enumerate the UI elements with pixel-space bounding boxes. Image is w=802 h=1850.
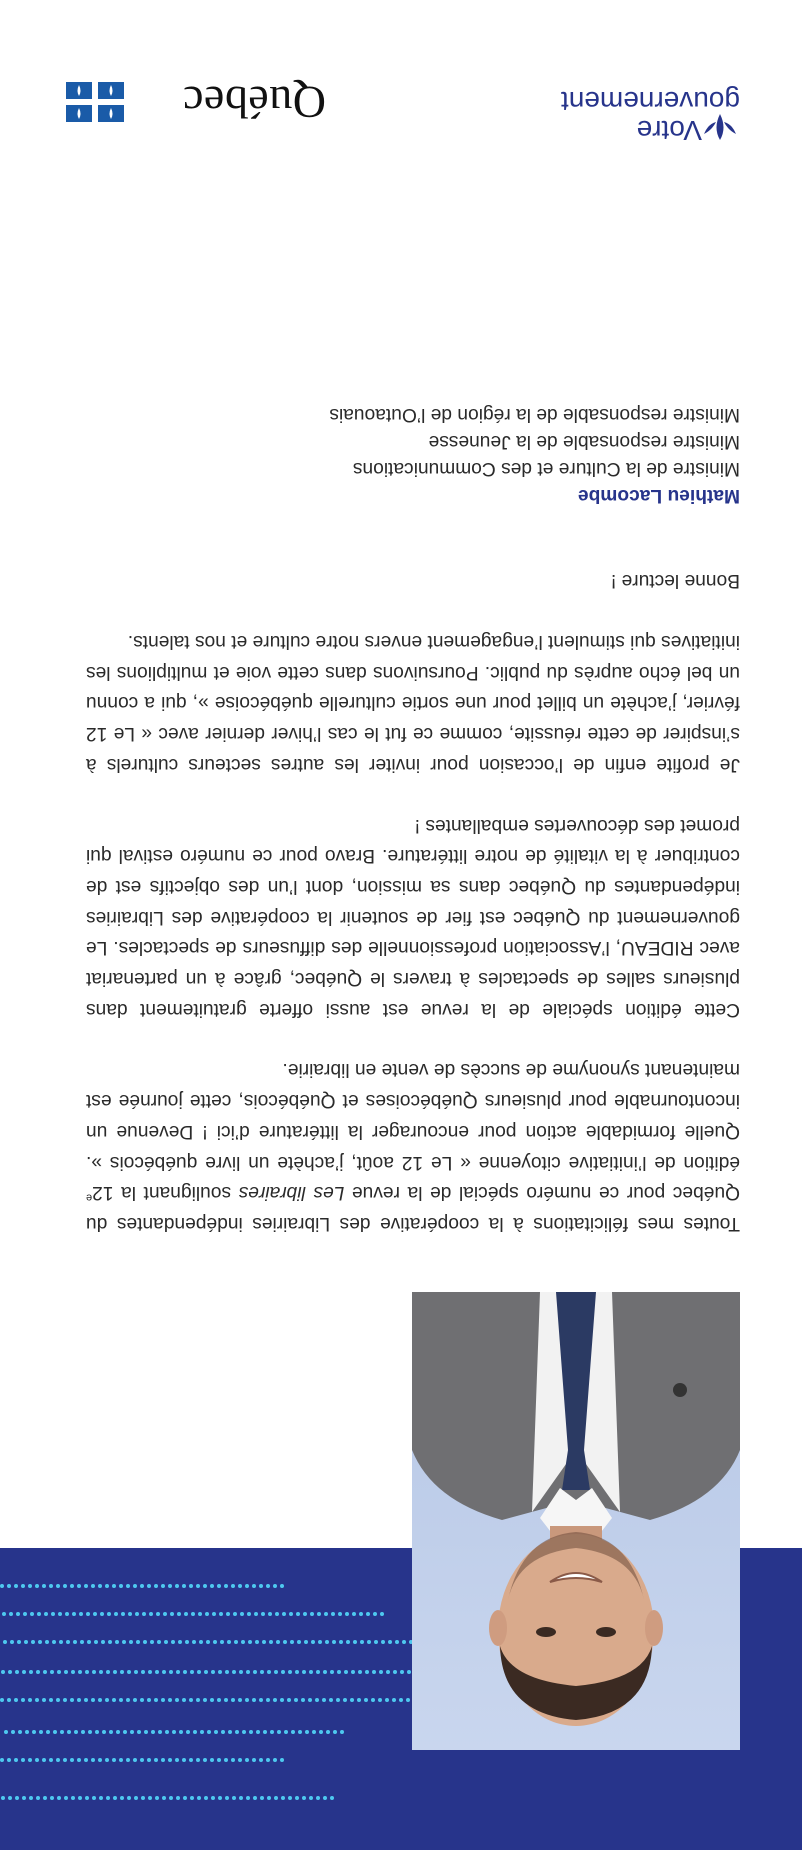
logo-word-gouvernement: gouvernement <box>560 86 740 117</box>
paragraph-2: Cette édition spéciale de la revue est aussi offerte gratuitement dans plusieurs salles de spectacles à travers le Québec, grâce à un partenariat avec RIDEAU, l’Association professionnelle des diffuseurs de spectacles. Le gouvernement du Québec est fier de soutenir la coopérative des Librairies indépendantes du Québec dans sa mission, dont l’un des objectifs est de contribuer à la vitalité de notre littérature. Bravo pour ce numéro estival qui promet des découvertes emballantes ! <box>86 814 740 1020</box>
signature-block <box>86 401 740 509</box>
signatory-title-1: Ministre de la Culture et des Communications <box>352 457 740 479</box>
letter-body <box>86 401 740 1238</box>
closing-line: Bonne lecture ! <box>610 570 740 592</box>
paragraph-1-part-a: Toutes mes félicitations à la coopérative des Librairies indépendantes du Québec pour ce numéro spécial de la revue <box>86 1182 740 1234</box>
logo-word-votre: Votre <box>636 115 702 146</box>
paragraph-3: Je profite enfin de l’occasion pour inviter les autres secteurs culturels à s’inspirer de cette réussite, comme ce fut le cas l’hiver dernier avec « Le 12 février, j’achète un billet pour une sortie culturelle québécoise », qui a connu un bel écho auprès du public. Poursuivons dans cette voie et multiplions les initiatives qui stimulent l’engagement envers notre culture et nos talents. <box>86 631 740 775</box>
portrait-illustration <box>412 1292 740 1750</box>
quebec-flag-icon <box>66 82 124 122</box>
magazine-title: Les libraires <box>238 1182 345 1204</box>
signatory-title-2: Ministre responsable de la Jeunesse <box>428 430 740 452</box>
signatory-name: Mathieu Lacombe <box>577 484 740 506</box>
paragraph-1-part-b: soulignant la 12 <box>92 1182 239 1204</box>
votre-gouvernement-logo <box>500 74 740 144</box>
minister-portrait <box>412 1292 740 1750</box>
paragraph-1-part-c: édition de l’initiative citoyenne « Le 12 août, j’achète un livre québécois ». Quelle formidable action pour encourager la littérature d’ici ! Devenue un incontournable pour plusieurs Québécoises et Québécois, cette journée est maintenant synonyme de succès de vente en librairie. <box>86 1059 740 1173</box>
quebec-wordmark: Québec <box>182 77 326 128</box>
quebec-logo <box>64 74 326 126</box>
paragraph-1 <box>86 1054 740 1238</box>
signatory-title-3: Ministre responsable de la région de l’Outaouais <box>329 403 740 425</box>
ordinal-suffix: e <box>86 1191 93 1204</box>
